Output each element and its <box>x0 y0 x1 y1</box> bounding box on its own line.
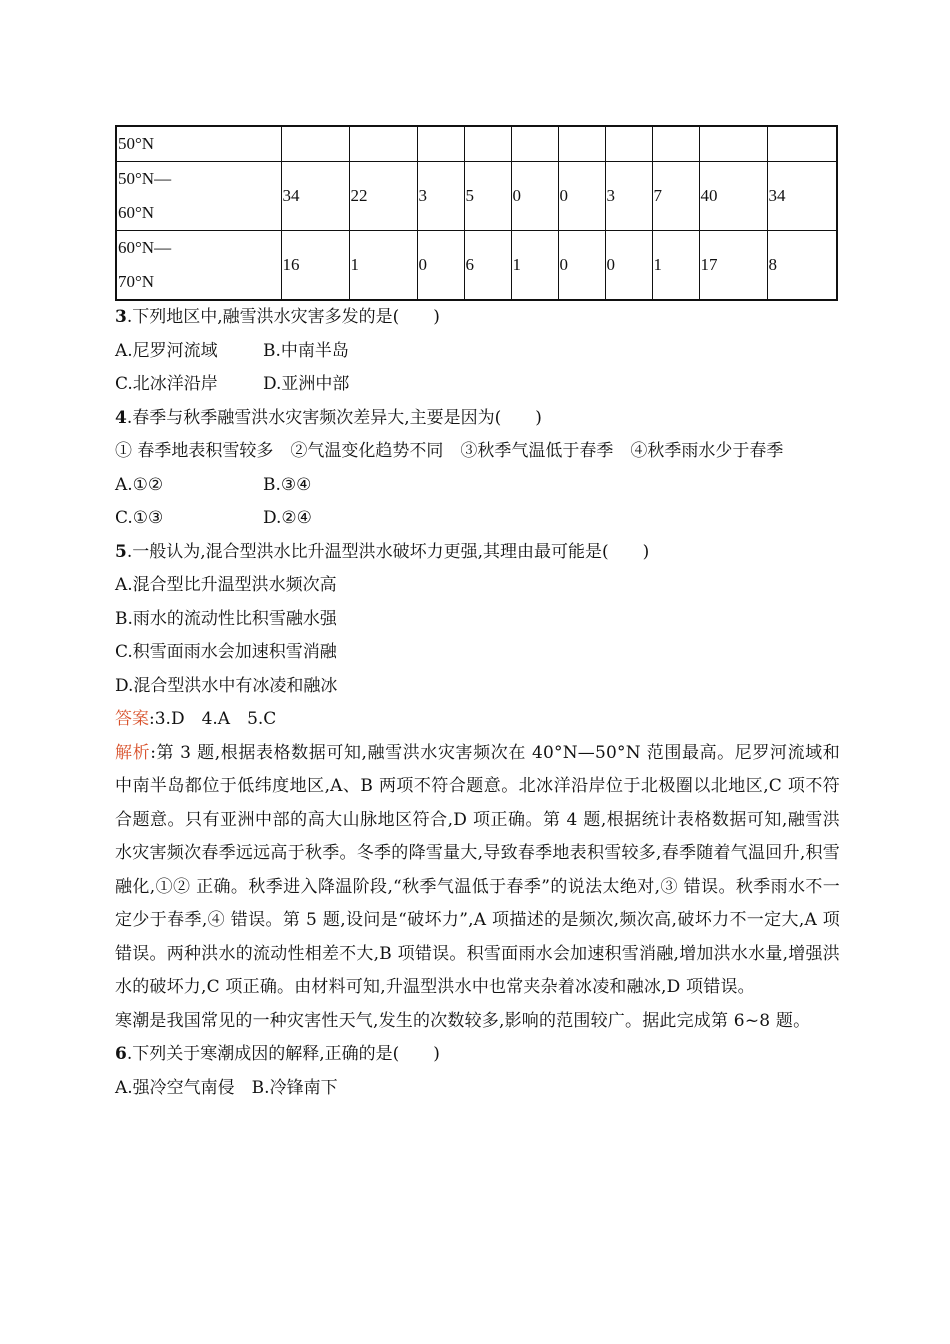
table-cell: 6 <box>464 231 511 301</box>
table-cell: 17 <box>699 231 767 301</box>
answer-label: 答案 <box>115 709 149 729</box>
question-3-option-d: D.亚洲中部 <box>263 374 350 394</box>
table-cell: 0 <box>511 162 558 231</box>
question-4-option-d: D.②④ <box>263 508 312 528</box>
table-cell: 5 <box>464 162 511 231</box>
table-cell: 34 <box>767 162 837 231</box>
latitude-label-line: 70°N <box>118 272 155 291</box>
table-cell <box>281 126 349 162</box>
table-cell <box>652 126 699 162</box>
table-cell <box>349 126 417 162</box>
table-row <box>116 126 837 162</box>
table-cell <box>511 126 558 162</box>
table-cell: 0 <box>558 162 605 231</box>
table-cell: 0 <box>417 231 464 301</box>
table-cell: 34 <box>281 162 349 231</box>
question-6 <box>115 1038 840 1105</box>
question-4-stem: .春季与秋季融雪洪水灾害频次差异大,主要是因为( ) <box>126 407 542 428</box>
question-4 <box>115 402 840 536</box>
table-cell: 3 <box>417 162 464 231</box>
analysis-paragraph <box>115 737 840 1005</box>
question-4-statements: ① 春季地表积雪较多 ②气温变化趋势不同 ③秋季气温低于春季 ④秋季雨水少于春季 <box>115 441 784 461</box>
latitude-label-line: 50°N <box>118 134 155 153</box>
question-4-option-b: B.③④ <box>263 474 312 495</box>
question-5 <box>115 536 840 704</box>
table-cell: 1 <box>652 231 699 301</box>
question-5-option-b: B.雨水的流动性比积雪融水强 <box>115 608 337 629</box>
table-cell: 0 <box>558 231 605 301</box>
question-3-option-a: A.尼罗河流域 <box>115 340 218 361</box>
latitude-label-line: 60°N <box>118 203 155 222</box>
table-cell: 8 <box>767 231 837 301</box>
question-3-number: 3 <box>115 307 127 327</box>
question-4-option-c: C.①③ <box>115 508 164 528</box>
question-3-option-c: C.北冰洋沿岸 <box>115 374 218 394</box>
question-3 <box>115 301 840 402</box>
document-page <box>115 125 840 1105</box>
cold-wave-intro: 寒潮是我国常见的一种灾害性天气,发生的次数较多,影响的范围较广。据此完成第 6~8 题。 <box>115 1010 811 1031</box>
answer-line <box>115 703 840 737</box>
latitude-label-line: 50°N— <box>118 169 172 188</box>
question-6-number: 6 <box>115 1044 127 1064</box>
latitude-label-cell <box>116 126 281 162</box>
question-5-stem: .一般认为,混合型洪水比升温型洪水破坏力更强,其理由最可能是( ) <box>126 541 650 562</box>
snowmelt-flood-table <box>115 125 838 301</box>
table-cell <box>605 126 652 162</box>
table-cell: 1 <box>511 231 558 301</box>
latitude-label-cell <box>116 162 281 231</box>
table-cell <box>417 126 464 162</box>
question-5-option-c: C.积雪面雨水会加速积雪消融 <box>115 642 337 662</box>
table-row <box>116 231 837 301</box>
table-cell <box>558 126 605 162</box>
answer-text: :3.D 4.A 5.C <box>149 709 277 729</box>
table-cell: 40 <box>699 162 767 231</box>
table-cell: 3 <box>605 162 652 231</box>
question-5-number: 5 <box>115 541 127 562</box>
question-6-stem: .下列关于寒潮成因的解释,正确的是( ) <box>126 1044 440 1064</box>
analysis-label: 解析 <box>115 742 151 763</box>
question-4-option-a: A.①② <box>115 474 164 495</box>
question-5-option-a: A.混合型比升温型洪水频次高 <box>115 575 337 595</box>
question-5-option-d: D.混合型洪水中有冰凌和融冰 <box>115 675 338 696</box>
table-cell: 7 <box>652 162 699 231</box>
table-cell <box>464 126 511 162</box>
table-row <box>116 162 837 231</box>
table-cell <box>699 126 767 162</box>
latitude-label-cell <box>116 231 281 301</box>
question-3-option-b: B.中南半岛 <box>263 340 349 361</box>
table-cell: 22 <box>349 162 417 231</box>
question-3-stem: .下列地区中,融雪洪水灾害多发的是( ) <box>126 307 440 327</box>
table-cell: 1 <box>349 231 417 301</box>
analysis-text: :第 3 题,根据表格数据可知,融雪洪水灾害频次在 40°N—50°N 范围最高。尼罗河流域和中南半岛都位于低纬度地区,A、B 两项不符合题意。北冰洋沿岸位于北极圈以北地区,C 项不符合题意。只有亚洲中部的高大山脉地区符合,D 项正确。第 4 题,根据统计表格数据可知,融雪洪水灾害频次春季远远高于秋季。冬季的降雪量大,导致春季地表积雪较多,春季随着气温回升,积雪融化,①② 正确。秋季进入降温阶段,“秋季气温低于春季”的说法太绝对,③ 错误。秋季雨水不一定少于春季,④ 错误。第 5 题,设问是“破坏力”,A 项描述的是频次,频次高,破坏力不一定大,A 项错误。两种洪水的流动性相差不大,B 项错误。积雪面雨水会加速积雪消融,增加洪水水量,增强洪水的破坏力,C 项正确。由材料可知,升温型洪水中也常夹杂着冰凌和融冰,D 项错误。 <box>115 742 840 997</box>
table-cell: 0 <box>605 231 652 301</box>
question-4-number: 4 <box>115 407 127 428</box>
table-cell <box>767 126 837 162</box>
question-6-options-ab: A.强冷空气南侵 B.冷锋南下 <box>115 1077 338 1098</box>
latitude-label-line: 60°N— <box>118 238 172 257</box>
table-cell: 16 <box>281 231 349 301</box>
